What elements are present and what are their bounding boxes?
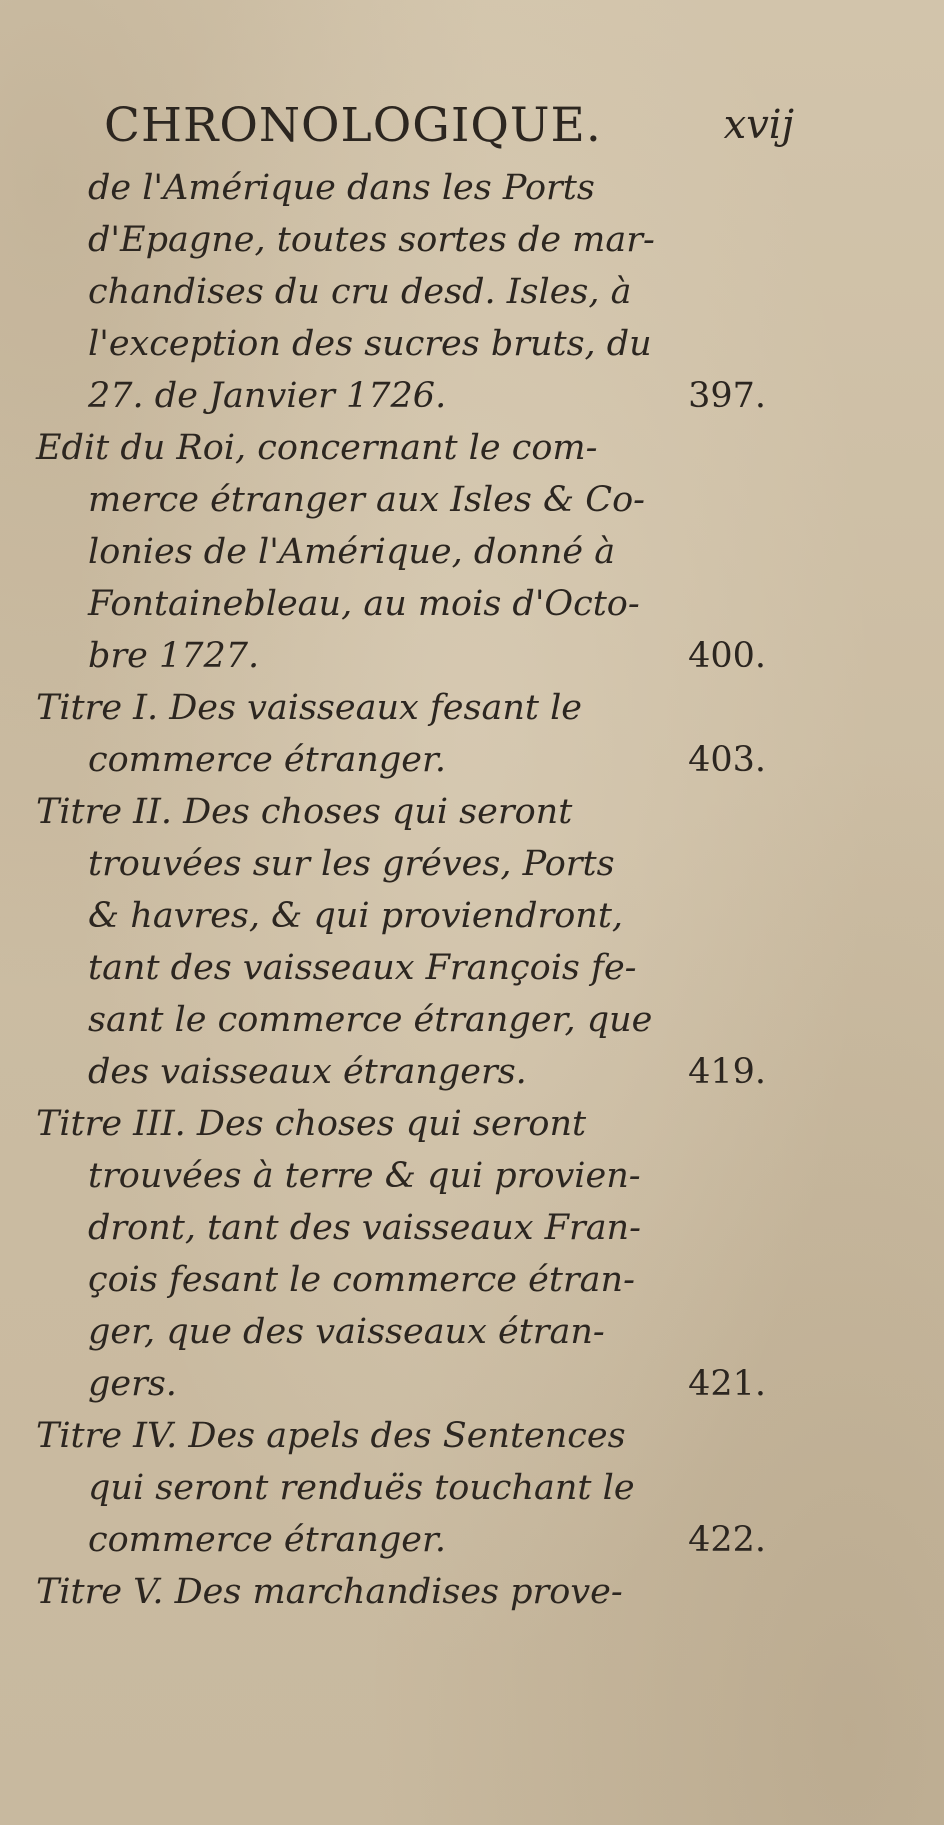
entry-line <box>36 526 766 578</box>
entry-text: commerce étranger. <box>88 740 446 780</box>
entry-line <box>36 942 766 994</box>
entry-line <box>36 682 766 734</box>
entry-text: chandises du cru desd. Isles, à <box>88 272 632 312</box>
entry-line <box>36 786 766 838</box>
entry-text: sant le commerce étranger, que <box>88 1000 653 1040</box>
entry-line <box>36 1046 766 1098</box>
running-title: CHRONOLOGIQUE. <box>104 98 602 153</box>
entry-text: çois fesant le commerce étran- <box>88 1260 635 1300</box>
entry-line <box>36 1462 766 1514</box>
page-header <box>104 98 794 168</box>
entry-line <box>36 162 766 214</box>
entry-text: & havres, & qui proviendront, <box>88 896 624 936</box>
contents-entry <box>36 162 766 422</box>
entry-line <box>36 994 766 1046</box>
entry-text: Titre II. Des choses qui seront <box>36 792 573 832</box>
entry-page-number: 403. <box>688 740 766 780</box>
entry-text: de l'Amérique dans les Ports <box>88 168 595 208</box>
entry-line <box>36 890 766 942</box>
entry-page-number: 421. <box>688 1364 766 1404</box>
entry-line <box>36 1150 766 1202</box>
entry-text: Fontainebleau, au mois d'Octo- <box>88 584 640 624</box>
entry-text: merce étranger aux Isles & Co- <box>88 480 645 520</box>
entry-line <box>36 838 766 890</box>
contents-entry <box>36 1098 766 1410</box>
contents-entry <box>36 1410 766 1566</box>
entry-text: dront, tant des vaisseaux Fran- <box>88 1208 641 1248</box>
entry-line <box>36 422 766 474</box>
entry-text: 27. de Janvier 1726. <box>88 376 447 416</box>
entry-text: Titre III. Des choses qui seront <box>36 1104 587 1144</box>
entry-line <box>36 1566 766 1618</box>
table-of-contents <box>36 162 766 1618</box>
entry-text: Titre I. Des vaisseaux fesant le <box>36 688 582 728</box>
entry-text: Edit du Roi, concernant le com- <box>36 428 598 468</box>
entry-line <box>36 318 766 370</box>
entry-page-number: 419. <box>688 1052 766 1092</box>
entry-text: lonies de l'Amérique, donné à <box>88 532 616 572</box>
entry-line <box>36 214 766 266</box>
entry-text: commerce étranger. <box>88 1520 446 1560</box>
entry-line <box>36 266 766 318</box>
entry-text: qui seront renduës touchant le <box>88 1468 635 1508</box>
contents-entry <box>36 682 766 786</box>
entry-line <box>36 1306 766 1358</box>
contents-entry <box>36 1566 766 1618</box>
contents-entry <box>36 422 766 682</box>
entry-page-number: 397. <box>688 376 766 416</box>
entry-line <box>36 1202 766 1254</box>
entry-text: bre 1727. <box>88 636 260 676</box>
entry-line <box>36 630 766 682</box>
entry-text: ger, que des vaisseaux étran- <box>88 1312 605 1352</box>
entry-text: l'exception des sucres bruts, du <box>88 324 652 364</box>
entry-page-number: 400. <box>688 636 766 676</box>
entry-page-number: 422. <box>688 1520 766 1560</box>
page-number: xvij <box>723 102 794 148</box>
entry-line <box>36 734 766 786</box>
entry-text: Titre IV. Des apels des Sentences <box>36 1416 626 1456</box>
entry-line <box>36 370 766 422</box>
entry-text: trouvées à terre & qui provien- <box>88 1156 641 1196</box>
entry-line <box>36 1358 766 1410</box>
entry-text: gers. <box>88 1364 177 1404</box>
entry-line <box>36 1254 766 1306</box>
contents-entry <box>36 786 766 1098</box>
entry-line <box>36 1410 766 1462</box>
entry-text: tant des vaisseaux François fe- <box>88 948 637 988</box>
entry-line <box>36 1098 766 1150</box>
entry-text: Titre V. Des marchandises prove- <box>36 1572 623 1612</box>
entry-text: trouvées sur les gréves, Ports <box>88 844 615 884</box>
entry-line <box>36 474 766 526</box>
entry-line <box>36 578 766 630</box>
entry-text: d'Epagne, toutes sortes de mar- <box>88 220 655 260</box>
entry-line <box>36 1514 766 1566</box>
entry-text: des vaisseaux étrangers. <box>88 1052 527 1092</box>
